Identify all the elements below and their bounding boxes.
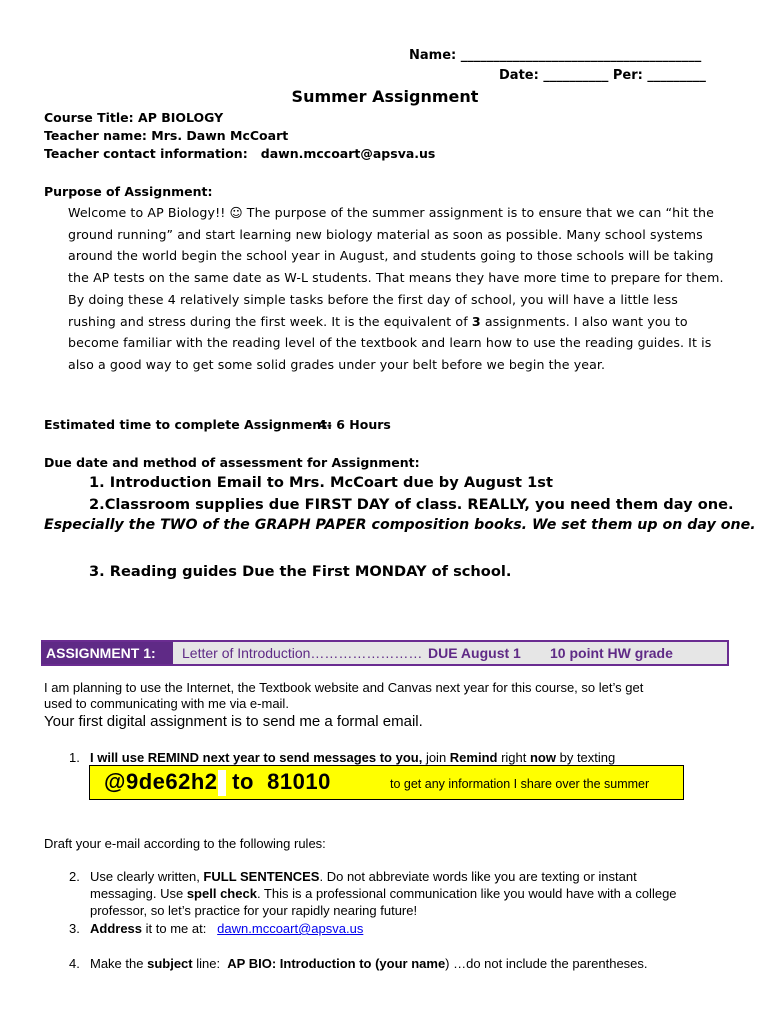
due-date-label: Due date and method of assessment for Assignment: [44,455,420,470]
rule-4-subject: subject [147,956,193,971]
teacher-email-link[interactable]: dawn.mccoart@apsva.us [217,921,364,936]
rule-4-number: 4. [69,956,80,971]
due-item-1: 1. Introduction Email to Mrs. McCoart due by August 1st [89,474,553,491]
intro-line-1: I am planning to use the Internet, the Textbook website and Canvas next year for this course, so let’s get [44,680,644,695]
intro-line-2: used to communicating with me via e-mail. [44,696,289,711]
rule-4-c: ) …do not include the parentheses. [445,956,648,971]
per-label: Per: [612,68,643,83]
date-label: Date: [499,68,539,83]
assignment-1-banner [41,640,729,666]
assignment-1-due: DUE August 1 [428,645,521,661]
rule-4-b: line: [192,956,228,971]
date-blank: __________ [543,68,609,83]
remind-class-code: @9de62h2 [104,769,218,794]
teacher-name-label: Teacher name: [44,128,147,143]
per-blank: _________ [647,68,706,83]
course-title-label: Course Title: [44,110,134,125]
rule-1-bold: I will use REMIND next year to send messages to you, [90,750,423,765]
remind-number: 81010 [267,769,331,794]
draft-intro: Draft your e-mail according to the following rules: [44,836,326,851]
purpose-text-before: Welcome to AP Biology!! ☺ The purpose of the summer assignment is to ensure that we can “hit the ground running” and start learning new biology material as soon as possible. Many school systems around the world begin the school year in August, and students going to those schools will be taking the AP tests on the same date as W-L students. That means they have more time to prepare for them. By doing these 4 relatively simple tasks before the first day of school, you will have a little less rushing and stress during the first week. It is the equivalent of [68,205,724,329]
due-item-3: 3. Reading guides Due the First MONDAY of school. [89,563,512,580]
rule-1-number: 1. [69,750,80,765]
teacher-name-line [44,128,288,143]
rule-4-text [90,956,648,972]
purpose-paragraph [68,202,728,376]
estimated-time-label: Estimated time to complete Assignment: [44,417,333,432]
rule-2-b: . Do not abbreviate words like you are texting or instant [319,869,637,884]
name-field [409,48,701,63]
name-label: Name: [409,48,457,63]
purpose-bold-number: 3 [471,313,481,329]
intro-line-3: Your first digital assignment is to send me a formal email. [44,713,423,730]
rule-2-number: 2. [69,869,80,884]
rule-2-spell-check: spell check [186,886,257,901]
rule-1-now: now [529,750,556,765]
rule-3-text [90,921,363,937]
assignment-1-label: ASSIGNMENT 1: [46,645,156,661]
name-blank: _____________________________________ [460,48,702,63]
teacher-name-value: Mrs. Dawn McCoart [151,128,289,143]
teacher-contact-value: dawn.mccoart@apsva.us [260,146,436,161]
rule-3-address: Address [90,921,143,936]
estimated-time-value: 4- 6 Hours [318,417,391,432]
rule-4-a: Make the [90,956,148,971]
remind-code-highlight [89,765,684,800]
rule-2-c: messaging. Use [90,886,187,901]
rule-4-subject-line: AP BIO: Introduction to (your name [227,956,446,971]
course-title-value: AP BIOLOGY [138,110,224,125]
remind-note: to get any information I share over the summer [390,777,650,791]
assignment-1-grade: 10 point HW grade [550,645,673,661]
remind-code [104,769,331,796]
page-title: Summer Assignment [291,87,479,106]
purpose-text-after: assignments. I also want you to become familiar with the reading level of the textbook and learn how to use the reading guides. It is also a good way to get some solid grades under your belt before we begin the year. [68,313,712,372]
assignment-1-title: Letter of Introduction…………………… [182,645,423,661]
course-title-line [44,110,223,125]
rule-1-join: join [422,750,450,765]
date-per-field [499,68,706,83]
rule-1-texting: by texting [555,750,616,765]
rule-2-d: . This is a professional communication like you would have with a college [256,886,677,901]
rule-1-text [90,750,615,766]
rule-2-line-2 [90,886,677,902]
rule-2-line-3: professor, so let’s practice for your rapidly nearing future! [90,903,418,918]
due-item-2-note: Especially the TWO of the GRAPH PAPER composition books. We set them up on day one. [44,517,756,533]
teacher-contact-line [44,146,435,161]
rule-2-a: Use clearly written, [90,869,204,884]
teacher-contact-label: Teacher contact information: [44,146,248,161]
rule-1-right: right [497,750,530,765]
rule-2-line-1 [90,869,637,885]
rule-2-full-sentences: FULL SENTENCES [203,869,320,884]
purpose-label: Purpose of Assignment: [44,184,213,199]
rule-3-number: 3. [69,921,80,936]
due-item-2: 2.Classroom supplies due FIRST DAY of class. REALLY, you need them day one. [89,496,734,513]
remind-to: to [232,769,254,794]
rule-1-remind: Remind [449,750,498,765]
rule-3-a: it to me at: [142,921,218,936]
